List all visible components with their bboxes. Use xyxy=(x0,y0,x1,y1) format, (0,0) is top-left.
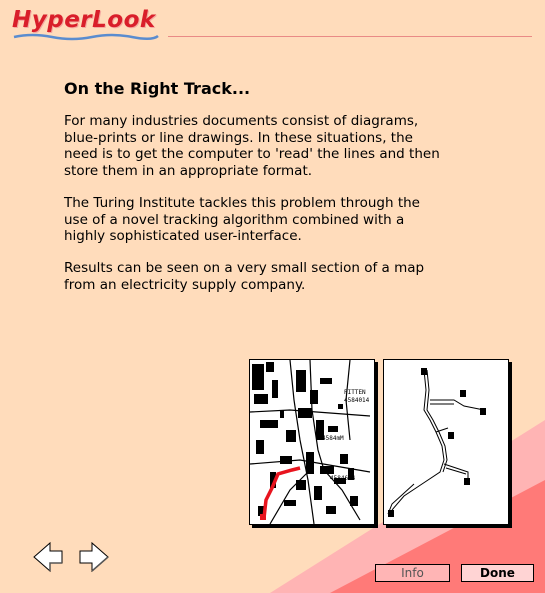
logo-underline-decoration xyxy=(12,33,162,41)
original-map-image xyxy=(249,359,375,525)
traced-line-highlight xyxy=(264,468,300,518)
header-rule xyxy=(168,36,532,37)
map-label: PITTEN xyxy=(344,389,366,396)
hyperlook-logo: HyperLook xyxy=(12,7,156,33)
done-button[interactable]: Done xyxy=(461,564,534,582)
map-label: 4584694 xyxy=(330,475,356,482)
approach-paragraph: The Turing Institute tackles this problem through the use of a novel tracking algorithm combined with a highly sophisticated user-interface. xyxy=(64,195,420,244)
results-paragraph: Results can be seen on a very small section of a map from an electricity supply company. xyxy=(64,260,425,293)
info-button[interactable]: Info xyxy=(375,564,450,582)
map-label: 4584014 xyxy=(344,397,370,404)
map-label: 4584mM xyxy=(322,435,344,442)
right-arrow-icon[interactable] xyxy=(76,540,110,574)
scanned-map-drawing xyxy=(250,360,374,524)
left-arrow-icon[interactable] xyxy=(32,540,66,574)
page-title: On the Right Track... xyxy=(64,79,251,98)
intro-paragraph: For many industries documents consist of diagrams, blue-prints or line drawings. In these situations, the need is to get the computer to 'read' the lines and then store them in an appropriate format. xyxy=(64,113,440,179)
traced-vector-drawing xyxy=(384,360,508,524)
traced-map-image xyxy=(383,359,509,525)
